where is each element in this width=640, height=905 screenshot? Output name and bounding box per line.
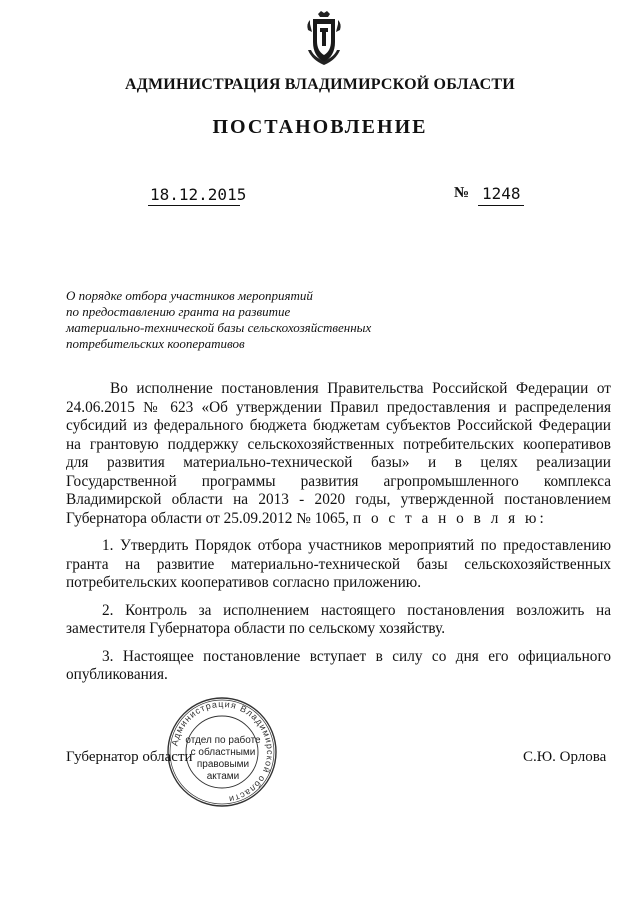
number-underline [478, 205, 524, 206]
stamp-ring-text: Администрация Владимирской области [169, 698, 276, 805]
intro-text: Во исполнение постановления Правительства Российской Федерации от 24.06.2015 № 623 «Об утверждении Правил предоставления и распределения субсидий из федерального бюджета бюджетам субъектов Российской Федерации на грантовую поддержку сельскохозяйственных потребительских кооперативов для развития материально-технической базы» и в целях реализации Государственной программы развития агропромышленного комплекса Владимирской области на 2013 - 2020 годы, утвержденной постановлением Губернатора области от 25.09.2012 № 1065, [66, 380, 611, 527]
item-paragraph: 1. Утвердить Порядок отбора участников мероприятий по предоставлению гранта на развитие материально-технической базы сельскохозяйственных потребительских кооперативов согласно приложению. [66, 537, 611, 591]
decree-word: п о с т а н о в л я ю: [352, 509, 547, 527]
document-number: 1248 [482, 184, 521, 203]
stamp-line: правовыми [196, 759, 250, 770]
signatory-title: Губернатор области [66, 749, 193, 765]
document-body [66, 380, 611, 694]
organization-name: АДМИНИСТРАЦИЯ ВЛАДИМИРСКОЙ ОБЛАСТИ [125, 76, 515, 93]
coat-of-arms-icon [304, 10, 344, 66]
intro-paragraph [66, 380, 611, 528]
signatory-name: С.Ю. Орлова [523, 749, 607, 765]
stamp-line: с областными [190, 747, 256, 758]
subject-line: материально-технической базы сельскохозяйственных [66, 320, 372, 335]
subject-line: по предоставлению гранта на развитие [66, 304, 291, 319]
item-paragraph: 2. Контроль за исполнением настоящего постановления возложить на заместителя Губернатора области по сельскому хозяйству. [66, 601, 611, 637]
subject-line: потребительских кооперативов [66, 336, 245, 351]
document-subject [66, 288, 371, 352]
date-underline [148, 205, 240, 206]
document-date: 18.12.2015 [150, 185, 247, 204]
item-paragraph: 3. Настоящее постановление вступает в силу со дня его официального опубликования. [66, 647, 611, 683]
number-label: № [454, 185, 470, 201]
subject-line: О порядке отбора участников мероприятий [66, 288, 313, 303]
stamp-line: актами [206, 771, 240, 782]
stamp-line: отдел по работе [185, 735, 261, 746]
stamp-inner-text [180, 735, 266, 783]
document-type: ПОСТАНОВЛЕНИЕ [212, 116, 428, 138]
